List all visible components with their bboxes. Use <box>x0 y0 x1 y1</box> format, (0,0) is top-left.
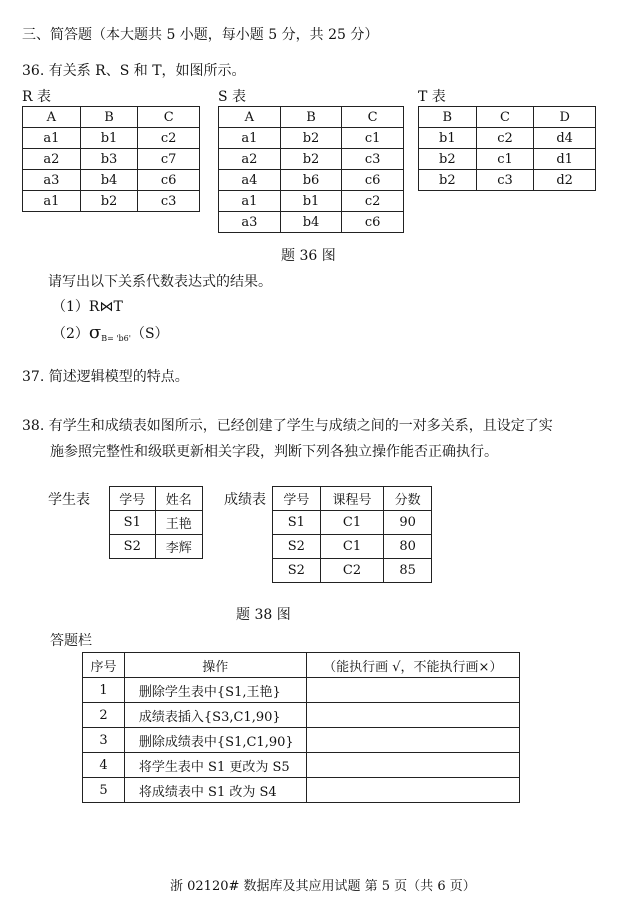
column-header: 序号 <box>83 653 125 678</box>
table-cell: c3 <box>476 170 534 191</box>
table-cell: b4 <box>80 170 138 191</box>
table-cell: d4 <box>534 128 596 149</box>
table-cell: b1 <box>80 128 138 149</box>
table-cell: c6 <box>342 212 404 233</box>
answer-table <box>82 652 520 803</box>
table-cell: 成绩表插入{S3,C1,90} <box>124 703 306 728</box>
q38-line-1: 38. 有学生和成绩表如图所示，已经创建了学生与成绩之间的一对多关系，且设定了实 <box>22 418 553 434</box>
column-header: B <box>80 107 138 128</box>
table-row <box>219 149 404 170</box>
table-cell: 1 <box>83 678 125 703</box>
q37-text: 37. 简述逻辑模型的特点。 <box>22 369 189 385</box>
table-row <box>23 149 200 170</box>
table-row <box>219 170 404 191</box>
table-header-row <box>419 107 596 128</box>
table-cell: a3 <box>23 170 81 191</box>
table-cell: 2 <box>83 703 125 728</box>
table-cell: 4 <box>83 753 125 778</box>
answer-label: 答题栏 <box>50 633 92 649</box>
table-row <box>110 535 203 559</box>
table-cell: c2 <box>342 191 404 212</box>
table-cell: a1 <box>219 128 281 149</box>
column-header: D <box>534 107 596 128</box>
table-cell: 90 <box>384 511 432 535</box>
table-row <box>23 128 200 149</box>
table-cell: C1 <box>320 511 384 535</box>
table-cell: c6 <box>138 170 200 191</box>
table-row <box>83 678 520 703</box>
q36-prompt: 请写出以下关系代数表达式的结果。 <box>48 274 272 290</box>
table-cell[interactable] <box>306 703 519 728</box>
table-cell: b6 <box>280 170 342 191</box>
table-row <box>219 128 404 149</box>
s-table <box>218 106 404 233</box>
table-row <box>83 728 520 753</box>
table-cell: a1 <box>219 191 281 212</box>
q36-item-1: （1）R⋈T <box>52 299 123 315</box>
q36-item-2-suffix: （S） <box>130 326 169 342</box>
table-row <box>23 191 200 212</box>
t-table-label: T 表 <box>418 89 446 105</box>
table-cell: 3 <box>83 728 125 753</box>
column-header: A <box>23 107 81 128</box>
table-row <box>419 149 596 170</box>
table-cell: S2 <box>273 535 321 559</box>
table-cell: 李辉 <box>155 535 202 559</box>
table-header-row <box>83 653 520 678</box>
table-row <box>273 559 432 583</box>
s-table-label: S 表 <box>218 89 247 105</box>
table-row <box>23 170 200 191</box>
table-cell: c1 <box>342 128 404 149</box>
table-row <box>219 212 404 233</box>
table-cell: 删除成绩表中{S1,C1,90} <box>124 728 306 753</box>
table-cell: c2 <box>476 128 534 149</box>
q36-item-2-prefix: （2） <box>52 326 89 342</box>
table-cell: 80 <box>384 535 432 559</box>
table-header-row <box>273 487 432 511</box>
table-cell: c1 <box>476 149 534 170</box>
column-header: （能执行画 √，不能执行画×） <box>306 653 519 678</box>
table-cell: a1 <box>23 191 81 212</box>
column-header: 操作 <box>124 653 306 678</box>
table-row <box>110 511 203 535</box>
page-footer: 浙 02120# 数据库及其应用试题 第 5 页（共 6 页） <box>170 879 476 894</box>
column-header: B <box>280 107 342 128</box>
table-cell: 将学生表中 S1 更改为 S5 <box>124 753 306 778</box>
table-cell[interactable] <box>306 728 519 753</box>
table-cell: 5 <box>83 778 125 803</box>
table-row <box>83 703 520 728</box>
column-header: C <box>138 107 200 128</box>
column-header: 学号 <box>110 487 156 511</box>
table-row <box>273 535 432 559</box>
table-row <box>83 753 520 778</box>
table-cell: a2 <box>219 149 281 170</box>
table-header-row <box>23 107 200 128</box>
student-table-label: 学生表 <box>48 492 90 508</box>
column-header: C <box>342 107 404 128</box>
table-cell[interactable] <box>306 778 519 803</box>
table-cell: C2 <box>320 559 384 583</box>
table-cell: 85 <box>384 559 432 583</box>
table-cell: b4 <box>280 212 342 233</box>
table-cell: b2 <box>80 191 138 212</box>
table-cell: a3 <box>219 212 281 233</box>
figure-38-caption: 题 38 图 <box>236 607 291 623</box>
table-cell: d2 <box>534 170 596 191</box>
table-row <box>419 170 596 191</box>
table-cell[interactable] <box>306 678 519 703</box>
table-cell: b3 <box>80 149 138 170</box>
table-cell: b2 <box>419 149 477 170</box>
q36-intro: 36. 有关系 R、S 和 T，如图所示。 <box>22 63 246 79</box>
table-cell: C1 <box>320 535 384 559</box>
table-cell: b2 <box>280 128 342 149</box>
r-table-label: R 表 <box>22 89 51 105</box>
table-header-row <box>219 107 404 128</box>
t-table <box>418 106 596 191</box>
table-cell: c2 <box>138 128 200 149</box>
table-cell: 将成绩表中 S1 改为 S4 <box>124 778 306 803</box>
table-cell: S1 <box>273 511 321 535</box>
column-header: B <box>419 107 477 128</box>
table-cell: b1 <box>280 191 342 212</box>
table-cell: 删除学生表中{S1,王艳} <box>124 678 306 703</box>
table-cell: d1 <box>534 149 596 170</box>
column-header: 课程号 <box>320 487 384 511</box>
column-header: 分数 <box>384 487 432 511</box>
table-cell: a4 <box>219 170 281 191</box>
sigma-symbol: σ <box>88 322 102 343</box>
q38-line-2: 施参照完整性和级联更新相关字段，判断下列各独立操作能否正确执行。 <box>50 444 498 460</box>
figure-36-caption: 题 36 图 <box>281 248 336 264</box>
selection-condition: B= 'b6' <box>101 334 131 343</box>
table-cell: b2 <box>280 149 342 170</box>
column-header: A <box>219 107 281 128</box>
table-header-row <box>110 487 203 511</box>
table-cell: S1 <box>110 511 156 535</box>
table-cell: 王艳 <box>155 511 202 535</box>
table-cell: c7 <box>138 149 200 170</box>
table-cell: a1 <box>23 128 81 149</box>
column-header: C <box>476 107 534 128</box>
table-cell: c6 <box>342 170 404 191</box>
student-table <box>109 486 203 559</box>
q36-item-2 <box>52 322 169 343</box>
table-cell: b1 <box>419 128 477 149</box>
table-row <box>419 128 596 149</box>
column-header: 姓名 <box>155 487 202 511</box>
table-cell: c3 <box>342 149 404 170</box>
table-cell[interactable] <box>306 753 519 778</box>
r-table <box>22 106 200 212</box>
table-cell: S2 <box>110 535 156 559</box>
table-cell: S2 <box>273 559 321 583</box>
table-cell: a2 <box>23 149 81 170</box>
section-heading: 三、简答题（本大题共 5 小题，每小题 5 分，共 25 分） <box>22 27 379 43</box>
table-cell: b2 <box>419 170 477 191</box>
column-header: 学号 <box>273 487 321 511</box>
grade-table <box>272 486 432 583</box>
table-cell: c3 <box>138 191 200 212</box>
table-row <box>273 511 432 535</box>
grade-table-label: 成绩表 <box>224 492 266 508</box>
table-row <box>219 191 404 212</box>
table-row <box>83 778 520 803</box>
